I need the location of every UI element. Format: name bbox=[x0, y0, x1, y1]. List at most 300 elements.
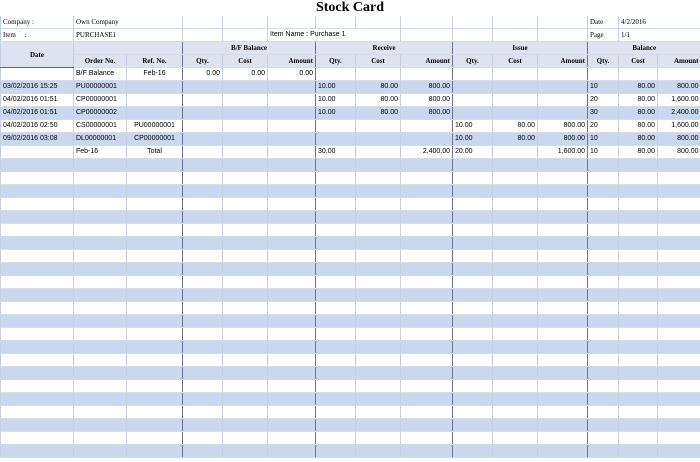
cell-rc-cost bbox=[356, 172, 401, 185]
cell-bf-cost bbox=[223, 211, 268, 224]
cell-bl-qty bbox=[588, 354, 619, 367]
cell-order: DL00000001 bbox=[74, 133, 127, 146]
group-receive: Receive bbox=[316, 42, 453, 55]
cell-is-amt bbox=[538, 94, 588, 107]
cell-ref bbox=[127, 198, 183, 211]
cell-rc-qty bbox=[316, 250, 356, 263]
cell-is-qty bbox=[453, 237, 493, 250]
cell-bf-amt bbox=[268, 172, 316, 185]
cell-bf-amt bbox=[268, 328, 316, 341]
cell-order: PU00000001 bbox=[74, 81, 127, 94]
cell-bl-qty bbox=[588, 185, 619, 198]
cell-bl-cost: 80.00 bbox=[619, 94, 658, 107]
cell-date bbox=[1, 198, 74, 211]
cell-bf-cost bbox=[223, 250, 268, 263]
cell-order: Feb-16 bbox=[74, 146, 127, 159]
cell-bf-amt bbox=[268, 315, 316, 328]
page-label: Page bbox=[588, 29, 619, 42]
cell-bl-amt bbox=[658, 289, 700, 302]
cell-rc-amt bbox=[401, 263, 453, 276]
cell-bl-qty bbox=[588, 315, 619, 328]
cell-bf-cost bbox=[223, 94, 268, 107]
cell-is-cost bbox=[493, 354, 538, 367]
cell-bl-amt: 1,600.00 bbox=[658, 120, 700, 133]
cell-rc-amt bbox=[401, 211, 453, 224]
cell-is-cost bbox=[493, 159, 538, 172]
col-order-header: Order No. bbox=[74, 55, 127, 68]
cell-bl-qty: 10 bbox=[588, 133, 619, 146]
table-row bbox=[1, 393, 700, 406]
cell-bl-amt bbox=[658, 237, 700, 250]
table-row bbox=[1, 94, 700, 107]
cell-is-qty bbox=[453, 328, 493, 341]
cell-bl-amt bbox=[658, 159, 700, 172]
cell-ref bbox=[127, 185, 183, 198]
cell-is-cost bbox=[493, 211, 538, 224]
cell-bl-amt bbox=[658, 68, 700, 81]
cell-rc-cost bbox=[356, 211, 401, 224]
cell-order bbox=[74, 445, 127, 458]
cell-rc-cost bbox=[356, 445, 401, 458]
cell-date bbox=[1, 393, 74, 406]
cell-is-cost bbox=[493, 367, 538, 380]
cell-is-cost bbox=[493, 302, 538, 315]
cell-is-amt bbox=[538, 315, 588, 328]
cell-order bbox=[74, 341, 127, 354]
cell-bf-amt bbox=[268, 120, 316, 133]
cell-rc-amt: 800.00 bbox=[401, 94, 453, 107]
cell-bf-qty bbox=[183, 237, 223, 250]
cell-date bbox=[1, 276, 74, 289]
cell-rc-amt: 2,400.00 bbox=[401, 146, 453, 159]
cell-bl-qty: 10 bbox=[588, 81, 619, 94]
cell-date bbox=[1, 250, 74, 263]
cell-bl-qty bbox=[588, 263, 619, 276]
cell-rc-amt bbox=[401, 406, 453, 419]
cell-is-amt bbox=[538, 263, 588, 276]
table-row bbox=[1, 250, 700, 263]
cell-rc-qty: 10.00 bbox=[316, 107, 356, 120]
cell-bf-amt bbox=[268, 94, 316, 107]
cell-order: CS00000001 bbox=[74, 120, 127, 133]
cell-is-qty bbox=[453, 68, 493, 81]
cell-rc-qty bbox=[316, 419, 356, 432]
cell-rc-cost bbox=[356, 263, 401, 276]
cell-bf-cost bbox=[223, 263, 268, 276]
cell-rc-qty bbox=[316, 315, 356, 328]
cell-bf-amt bbox=[268, 224, 316, 237]
cell-bf-cost bbox=[223, 341, 268, 354]
cell-is-cost bbox=[493, 237, 538, 250]
cell-bf-amt bbox=[268, 367, 316, 380]
cell-is-qty bbox=[453, 432, 493, 445]
cell-rc-amt bbox=[401, 172, 453, 185]
cell-bl-cost bbox=[619, 263, 658, 276]
cell-rc-cost: 80.00 bbox=[356, 94, 401, 107]
cell-ref: Feb-16 bbox=[127, 68, 183, 81]
cell-is-amt bbox=[538, 185, 588, 198]
cell-bl-cost bbox=[619, 224, 658, 237]
cell-bf-amt bbox=[268, 133, 316, 146]
cell-rc-amt bbox=[401, 289, 453, 302]
col-bl-amount: Amount bbox=[658, 55, 700, 68]
cell-rc-cost bbox=[356, 341, 401, 354]
cell-bl-cost bbox=[619, 289, 658, 302]
cell-order bbox=[74, 211, 127, 224]
cell-bl-qty bbox=[588, 159, 619, 172]
cell-is-amt bbox=[538, 445, 588, 458]
cell-is-amt bbox=[538, 81, 588, 94]
cell-is-cost bbox=[493, 328, 538, 341]
cell-ref bbox=[127, 224, 183, 237]
cell-is-amt bbox=[538, 380, 588, 393]
cell-is-cost bbox=[493, 445, 538, 458]
cell-bf-qty bbox=[183, 263, 223, 276]
cell-date bbox=[1, 68, 74, 81]
cell-is-cost bbox=[493, 185, 538, 198]
cell-bl-qty bbox=[588, 432, 619, 445]
cell-bf-amt bbox=[268, 211, 316, 224]
cell-rc-cost bbox=[356, 380, 401, 393]
cell-bl-amt bbox=[658, 419, 700, 432]
cell-is-cost bbox=[493, 68, 538, 81]
cell-bl-qty bbox=[588, 211, 619, 224]
cell-ref bbox=[127, 107, 183, 120]
cell-order bbox=[74, 419, 127, 432]
cell-date bbox=[1, 341, 74, 354]
cell-ref bbox=[127, 289, 183, 302]
cell-bf-cost bbox=[223, 81, 268, 94]
cell-bl-cost bbox=[619, 406, 658, 419]
table-row bbox=[1, 120, 700, 133]
cell-bf-cost bbox=[223, 172, 268, 185]
cell-bl-amt bbox=[658, 276, 700, 289]
cell-order bbox=[74, 276, 127, 289]
cell-bf-qty bbox=[183, 276, 223, 289]
cell-rc-amt bbox=[401, 159, 453, 172]
date-label: Date bbox=[588, 16, 619, 29]
cell-date bbox=[1, 146, 74, 159]
cell-bf-amt bbox=[268, 81, 316, 94]
cell-bl-cost bbox=[619, 341, 658, 354]
cell-rc-cost bbox=[356, 302, 401, 315]
cell-rc-cost bbox=[356, 133, 401, 146]
cell-is-cost bbox=[493, 224, 538, 237]
cell-is-amt bbox=[538, 341, 588, 354]
cell-rc-cost bbox=[356, 367, 401, 380]
cell-order bbox=[74, 237, 127, 250]
cell-is-amt bbox=[538, 406, 588, 419]
cell-rc-qty bbox=[316, 133, 356, 146]
cell-bf-qty bbox=[183, 432, 223, 445]
cell-bf-cost bbox=[223, 133, 268, 146]
cell-bl-cost bbox=[619, 159, 658, 172]
cell-order: B/F Balance bbox=[74, 68, 127, 81]
cell-bl-cost bbox=[619, 198, 658, 211]
cell-is-qty bbox=[453, 302, 493, 315]
cell-date bbox=[1, 380, 74, 393]
cell-date: 04/02/2016 02:50 bbox=[1, 120, 74, 133]
cell-bl-cost bbox=[619, 211, 658, 224]
cell-bf-qty bbox=[183, 380, 223, 393]
cell-is-amt bbox=[538, 276, 588, 289]
cell-ref bbox=[127, 159, 183, 172]
cell-bf-qty bbox=[183, 419, 223, 432]
cell-is-qty bbox=[453, 263, 493, 276]
cell-order bbox=[74, 406, 127, 419]
cell-is-cost bbox=[493, 172, 538, 185]
cell-bl-qty bbox=[588, 276, 619, 289]
cell-order bbox=[74, 315, 127, 328]
cell-bf-cost bbox=[223, 406, 268, 419]
cell-rc-cost bbox=[356, 328, 401, 341]
cell-ref: Total bbox=[127, 146, 183, 159]
cell-is-qty bbox=[453, 250, 493, 263]
cell-is-amt bbox=[538, 237, 588, 250]
cell-bf-cost bbox=[223, 237, 268, 250]
cell-bf-amt bbox=[268, 146, 316, 159]
cell-rc-qty bbox=[316, 380, 356, 393]
cell-rc-amt bbox=[401, 185, 453, 198]
cell-is-amt bbox=[538, 354, 588, 367]
cell-bf-qty bbox=[183, 107, 223, 120]
cell-rc-amt bbox=[401, 445, 453, 458]
cell-ref bbox=[127, 94, 183, 107]
cell-bl-cost bbox=[619, 367, 658, 380]
table-row bbox=[1, 289, 700, 302]
cell-date bbox=[1, 354, 74, 367]
cell-date bbox=[1, 159, 74, 172]
cell-date bbox=[1, 315, 74, 328]
cell-bf-cost bbox=[223, 315, 268, 328]
cell-bf-cost bbox=[223, 120, 268, 133]
group-issue: Issue bbox=[453, 42, 588, 55]
cell-bf-cost bbox=[223, 419, 268, 432]
cell-bl-cost bbox=[619, 276, 658, 289]
cell-is-qty bbox=[453, 224, 493, 237]
cell-rc-cost bbox=[356, 198, 401, 211]
col-is-amount: Amount bbox=[538, 55, 588, 68]
cell-bf-amt bbox=[268, 445, 316, 458]
cell-bl-cost bbox=[619, 419, 658, 432]
cell-order bbox=[74, 354, 127, 367]
cell-rc-qty bbox=[316, 328, 356, 341]
cell-bf-qty bbox=[183, 302, 223, 315]
cell-bf-qty bbox=[183, 289, 223, 302]
col-is-cost: Cost bbox=[493, 55, 538, 68]
cell-rc-qty bbox=[316, 185, 356, 198]
cell-is-cost bbox=[493, 146, 538, 159]
cell-is-cost bbox=[493, 263, 538, 276]
cell-is-cost bbox=[493, 419, 538, 432]
cell-bf-cost bbox=[223, 289, 268, 302]
cell-bf-qty bbox=[183, 211, 223, 224]
cell-is-qty bbox=[453, 94, 493, 107]
cell-bf-cost bbox=[223, 107, 268, 120]
cell-bf-cost bbox=[223, 302, 268, 315]
cell-order bbox=[74, 328, 127, 341]
cell-ref bbox=[127, 393, 183, 406]
column-header-row bbox=[1, 55, 700, 68]
cell-rc-amt bbox=[401, 120, 453, 133]
cell-is-qty bbox=[453, 419, 493, 432]
cell-is-amt bbox=[538, 198, 588, 211]
cell-rc-qty bbox=[316, 445, 356, 458]
cell-is-cost bbox=[493, 276, 538, 289]
cell-rc-cost: 80.00 bbox=[356, 81, 401, 94]
page-title: Stock Card bbox=[315, 0, 385, 15]
cell-bf-cost bbox=[223, 198, 268, 211]
cell-bl-amt bbox=[658, 198, 700, 211]
cell-bl-qty bbox=[588, 172, 619, 185]
cell-bl-qty bbox=[588, 328, 619, 341]
cell-is-qty: 10.00 bbox=[453, 133, 493, 146]
company-value: Own Company bbox=[74, 16, 183, 29]
col-bl-qty: Qty. bbox=[588, 55, 619, 68]
cell-date bbox=[1, 328, 74, 341]
cell-bl-qty bbox=[588, 380, 619, 393]
cell-order: CP00000002 bbox=[74, 107, 127, 120]
cell-ref: CP00000001 bbox=[127, 133, 183, 146]
stock-card-table bbox=[0, 16, 700, 458]
col-bf-cost: Cost bbox=[223, 55, 268, 68]
cell-rc-qty: 10.00 bbox=[316, 94, 356, 107]
col-bf-amount: Amount bbox=[268, 55, 316, 68]
cell-rc-qty bbox=[316, 263, 356, 276]
cell-ref bbox=[127, 211, 183, 224]
cell-rc-amt bbox=[401, 237, 453, 250]
cell-rc-qty bbox=[316, 224, 356, 237]
cell-bf-amt bbox=[268, 341, 316, 354]
cell-bl-cost bbox=[619, 68, 658, 81]
col-is-qty: Qty. bbox=[453, 55, 493, 68]
cell-bf-amt bbox=[268, 198, 316, 211]
cell-bl-cost: 80.00 bbox=[619, 133, 658, 146]
cell-date bbox=[1, 224, 74, 237]
cell-is-qty bbox=[453, 211, 493, 224]
cell-date bbox=[1, 367, 74, 380]
cell-is-cost bbox=[493, 380, 538, 393]
cell-bf-qty bbox=[183, 328, 223, 341]
cell-is-amt: 1,600.00 bbox=[538, 146, 588, 159]
cell-bl-qty bbox=[588, 419, 619, 432]
cell-is-qty bbox=[453, 445, 493, 458]
cell-date bbox=[1, 185, 74, 198]
cell-ref bbox=[127, 354, 183, 367]
cell-bf-cost bbox=[223, 159, 268, 172]
cell-bl-amt: 2,400.00 bbox=[658, 107, 700, 120]
cell-bl-amt bbox=[658, 445, 700, 458]
cell-is-cost bbox=[493, 432, 538, 445]
table-row bbox=[1, 81, 700, 94]
table-row bbox=[1, 445, 700, 458]
cell-bl-cost bbox=[619, 315, 658, 328]
col-rc-qty: Qty. bbox=[316, 55, 356, 68]
cell-order bbox=[74, 250, 127, 263]
cell-bl-cost bbox=[619, 445, 658, 458]
cell-is-qty bbox=[453, 107, 493, 120]
cell-bl-cost: 80.00 bbox=[619, 81, 658, 94]
cell-is-qty bbox=[453, 393, 493, 406]
cell-bl-amt bbox=[658, 211, 700, 224]
cell-bl-cost: 80.00 bbox=[619, 107, 658, 120]
cell-bl-qty bbox=[588, 68, 619, 81]
cell-bl-qty: 20 bbox=[588, 94, 619, 107]
cell-bl-qty bbox=[588, 406, 619, 419]
cell-rc-amt bbox=[401, 198, 453, 211]
cell-rc-cost bbox=[356, 224, 401, 237]
cell-bl-cost bbox=[619, 393, 658, 406]
cell-bl-qty bbox=[588, 198, 619, 211]
table-row bbox=[1, 107, 700, 120]
cell-is-qty bbox=[453, 276, 493, 289]
cell-bf-qty bbox=[183, 367, 223, 380]
cell-date: 03/02/2016 15:25 bbox=[1, 81, 74, 94]
table-row bbox=[1, 315, 700, 328]
cell-bl-cost bbox=[619, 328, 658, 341]
cell-rc-cost bbox=[356, 250, 401, 263]
cell-rc-qty bbox=[316, 367, 356, 380]
cell-rc-qty: 30.00 bbox=[316, 146, 356, 159]
cell-order bbox=[74, 367, 127, 380]
cell-bf-amt bbox=[268, 276, 316, 289]
table-row bbox=[1, 302, 700, 315]
cell-bl-qty bbox=[588, 302, 619, 315]
group-header-row bbox=[1, 42, 700, 55]
cell-bl-amt: 800.00 bbox=[658, 81, 700, 94]
cell-bl-amt bbox=[658, 185, 700, 198]
cell-bf-amt bbox=[268, 393, 316, 406]
cell-rc-cost bbox=[356, 289, 401, 302]
cell-bf-cost bbox=[223, 380, 268, 393]
table-row bbox=[1, 432, 700, 445]
table-row bbox=[1, 185, 700, 198]
cell-is-amt bbox=[538, 107, 588, 120]
cell-rc-amt bbox=[401, 367, 453, 380]
cell-bf-qty: 0.00 bbox=[183, 68, 223, 81]
table-row bbox=[1, 380, 700, 393]
cell-rc-amt bbox=[401, 250, 453, 263]
cell-is-cost bbox=[493, 81, 538, 94]
cell-is-qty bbox=[453, 185, 493, 198]
cell-order bbox=[74, 289, 127, 302]
col-date-header: Date bbox=[1, 42, 74, 68]
cell-bl-cost bbox=[619, 354, 658, 367]
cell-rc-qty bbox=[316, 406, 356, 419]
cell-ref bbox=[127, 380, 183, 393]
cell-bl-qty bbox=[588, 250, 619, 263]
cell-rc-qty bbox=[316, 393, 356, 406]
cell-rc-amt bbox=[401, 68, 453, 81]
cell-rc-amt: 800.00 bbox=[401, 81, 453, 94]
cell-rc-qty bbox=[316, 211, 356, 224]
company-row bbox=[1, 16, 700, 29]
cell-rc-cost bbox=[356, 406, 401, 419]
cell-order: CP00000001 bbox=[74, 94, 127, 107]
cell-is-cost bbox=[493, 315, 538, 328]
cell-is-amt bbox=[538, 432, 588, 445]
cell-bl-amt bbox=[658, 367, 700, 380]
cell-date bbox=[1, 237, 74, 250]
cell-bl-amt bbox=[658, 432, 700, 445]
cell-rc-amt bbox=[401, 354, 453, 367]
cell-bf-qty bbox=[183, 94, 223, 107]
cell-rc-amt bbox=[401, 393, 453, 406]
cell-rc-qty bbox=[316, 68, 356, 81]
cell-rc-amt bbox=[401, 133, 453, 146]
cell-bf-cost bbox=[223, 276, 268, 289]
cell-bl-cost bbox=[619, 302, 658, 315]
